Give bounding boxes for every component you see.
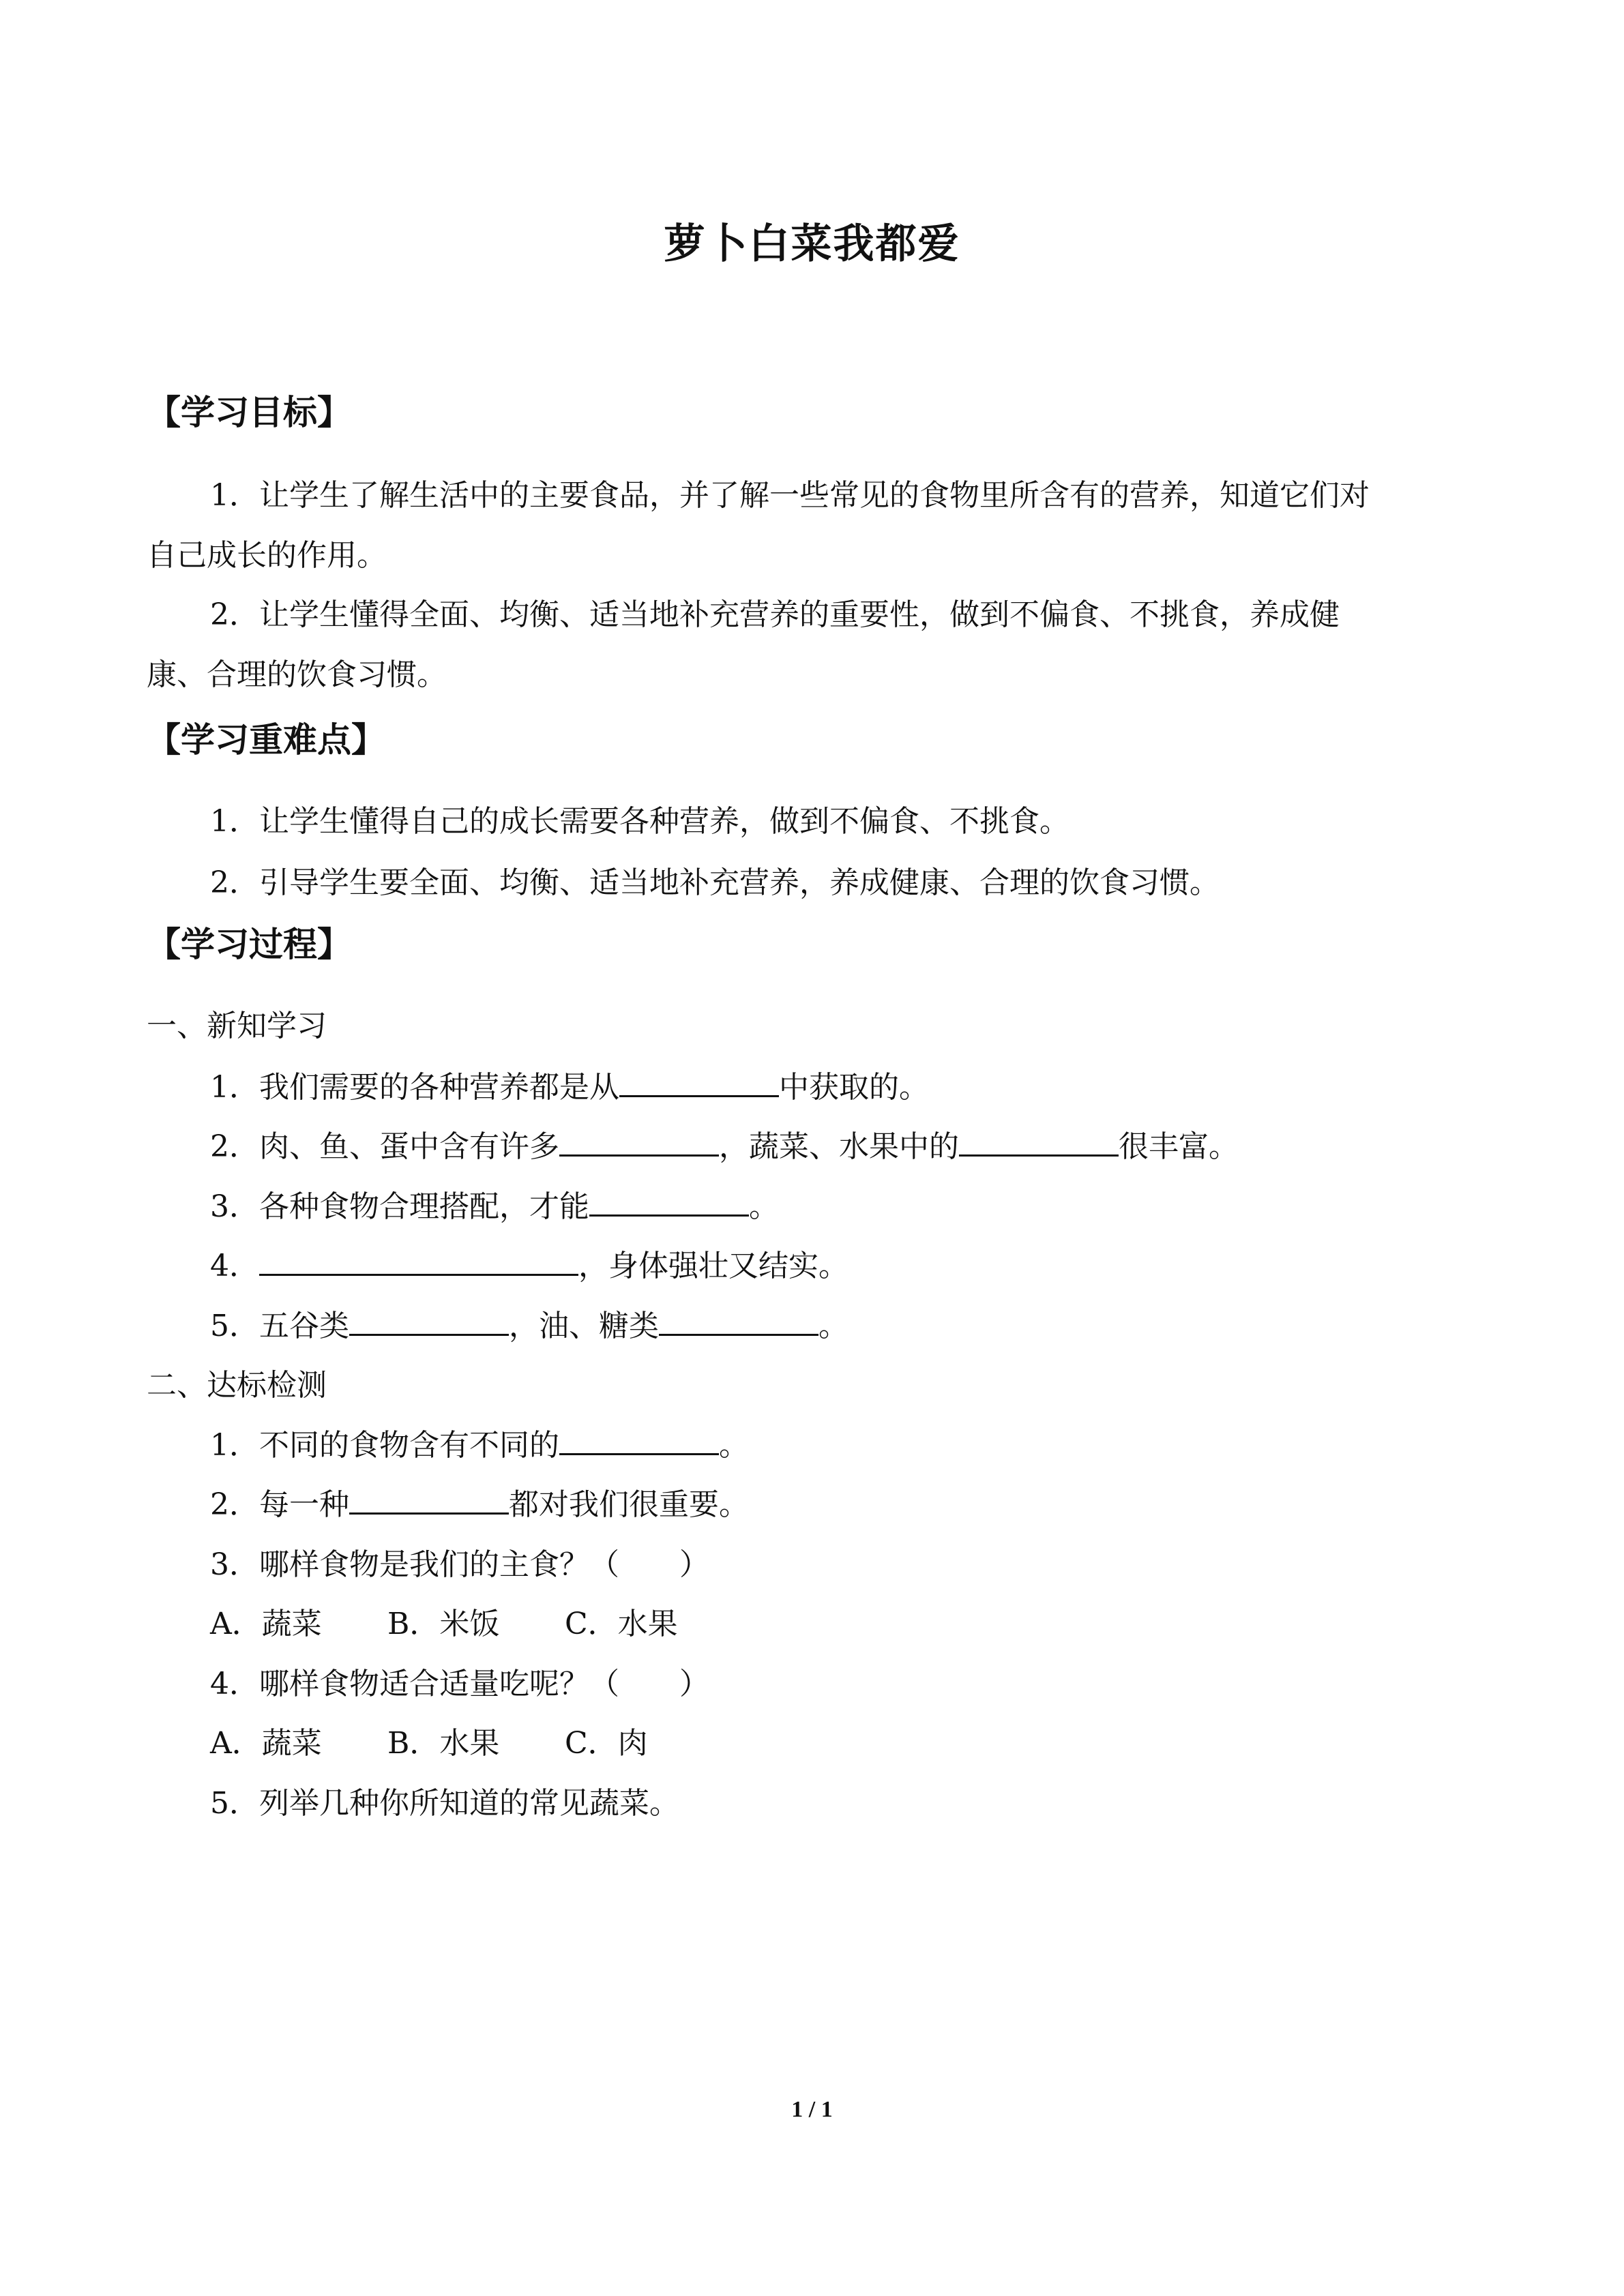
- option-a[interactable]: A．蔬菜: [210, 1607, 322, 1641]
- option-c[interactable]: C．水果: [565, 1607, 678, 1641]
- question-text: 很丰富。: [1119, 1129, 1239, 1164]
- question-text: 2．肉、鱼、蛋中含有许多: [210, 1129, 559, 1164]
- goal-line-3: 2．让学生懂得全面、均衡、适当地补充营养的重要性，做到不偏食、不挑食，养成健: [210, 597, 1340, 632]
- part2-question-4-options: [210, 1718, 648, 1762]
- section-heading-keypoints: 【学习重难点】: [147, 720, 385, 760]
- question-text: 。: [818, 1309, 848, 1343]
- part1-question-4: [210, 1241, 848, 1285]
- option-c[interactable]: C．肉: [565, 1726, 648, 1761]
- fill-blank[interactable]: [619, 1068, 779, 1097]
- question-text: 都对我们很重要。: [509, 1487, 749, 1522]
- part2-title: 二、达标检测: [147, 1368, 327, 1403]
- option-b[interactable]: B．米饭: [387, 1607, 500, 1641]
- part2-question-4: 4．哪样食物适合适量吃呢？（ ）: [210, 1667, 709, 1701]
- page-number: 1 / 1: [791, 2097, 833, 2122]
- question-text: 1．不同的食物含有不同的: [210, 1428, 559, 1463]
- fill-blank[interactable]: [959, 1127, 1119, 1157]
- part1-question-5: [210, 1301, 848, 1345]
- part2-question-2: [210, 1480, 749, 1523]
- option-b[interactable]: B．水果: [387, 1726, 500, 1761]
- goal-line-2: 自己成长的作用。: [147, 538, 387, 573]
- fill-blank[interactable]: [659, 1307, 818, 1336]
- goal-line-1: 1．让学生了解生活中的主要食品，并了解一些常见的食物里所含有的营养，知道它们对: [210, 478, 1370, 513]
- question-text: 4．: [210, 1249, 259, 1283]
- question-text: ，身体强壮又结实。: [578, 1249, 848, 1283]
- question-text: 3．各种食物合理搭配，才能: [210, 1189, 589, 1224]
- question-text: 1．我们需要的各种营养都是从: [210, 1070, 619, 1105]
- fill-blank[interactable]: [589, 1187, 749, 1217]
- goal-line-4: 康、合理的饮食习惯。: [147, 657, 447, 692]
- question-text: 5．五谷类: [210, 1309, 349, 1343]
- fill-blank[interactable]: [559, 1127, 719, 1157]
- part1-question-3: [210, 1182, 779, 1225]
- part1-question-1: [210, 1062, 929, 1106]
- fill-blank[interactable]: [349, 1307, 509, 1336]
- question-text: 。: [719, 1428, 749, 1463]
- part2-question-1: [210, 1420, 749, 1464]
- question-text: 2．每一种: [210, 1487, 349, 1522]
- fill-blank[interactable]: [349, 1485, 509, 1515]
- part2-question-3-options: [210, 1599, 678, 1643]
- section-heading-goals: 【学习目标】: [147, 393, 351, 432]
- part1-question-2: [210, 1122, 1239, 1165]
- question-text: ，蔬菜、水果中的: [719, 1129, 959, 1164]
- option-a[interactable]: A．蔬菜: [210, 1726, 322, 1761]
- question-text: 。: [749, 1189, 779, 1224]
- fill-blank[interactable]: [259, 1247, 578, 1276]
- part2-question-5: 5．列举几种你所知道的常见蔬菜。: [210, 1786, 679, 1821]
- page-title: 萝卜白菜我都爱: [664, 220, 960, 268]
- keypoint-line-2: 2．引导学生要全面、均衡、适当地补充营养，养成健康、合理的饮食习惯。: [210, 865, 1220, 900]
- part2-question-3: 3．哪样食物是我们的主食？（ ）: [210, 1547, 709, 1582]
- question-text: ，油、糖类: [509, 1309, 659, 1343]
- question-text: 中获取的。: [779, 1070, 929, 1105]
- keypoint-line-1: 1．让学生懂得自己的成长需要各种营养，做到不偏食、不挑食。: [210, 804, 1069, 839]
- section-heading-process: 【学习过程】: [147, 925, 351, 964]
- fill-blank[interactable]: [559, 1426, 719, 1455]
- part1-title: 一、新知学习: [147, 1009, 327, 1043]
